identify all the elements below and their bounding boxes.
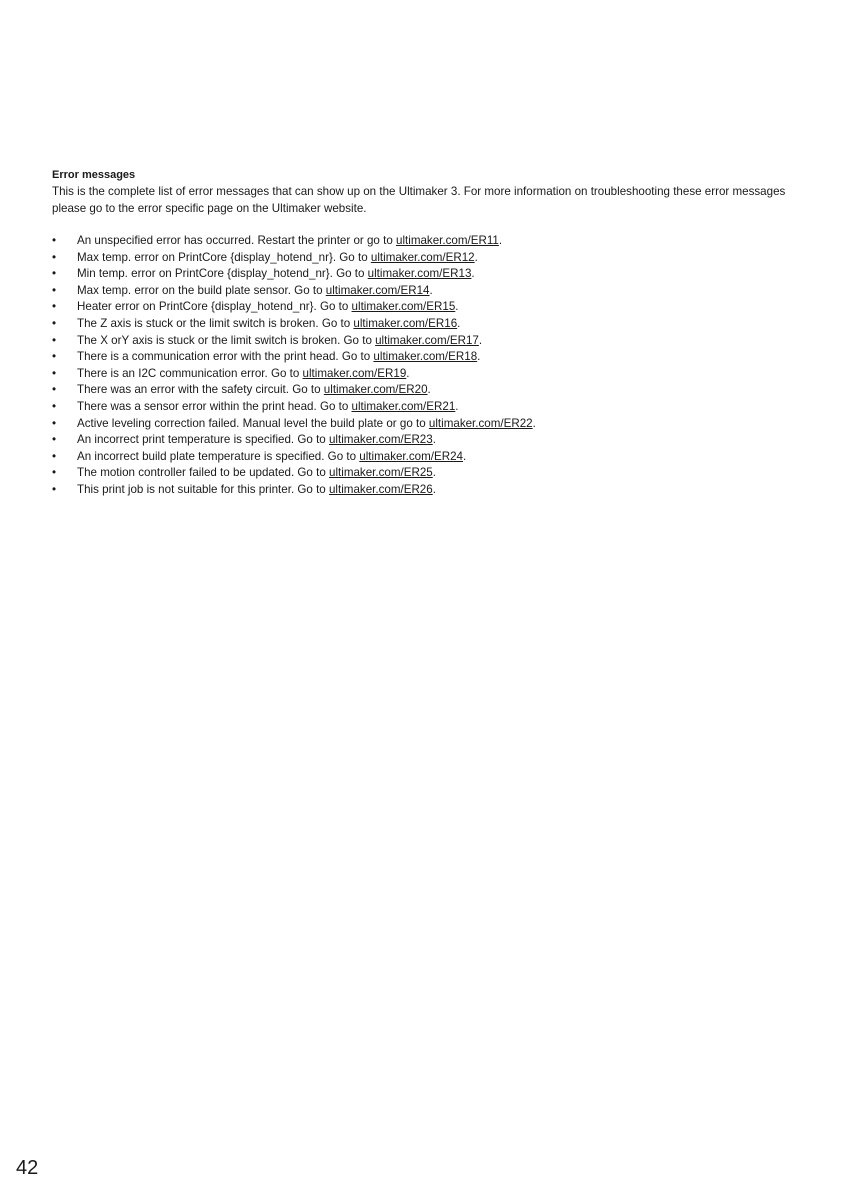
bullet-icon: •: [52, 250, 57, 264]
list-item: [52, 366, 804, 383]
bullet-icon: •: [52, 300, 57, 314]
period: .: [432, 466, 436, 480]
list-item: [52, 233, 804, 250]
error-link[interactable]: ultimaker.com/ER21: [351, 399, 456, 413]
period: .: [498, 234, 503, 247]
bullet-icon: •: [52, 350, 57, 364]
error-link[interactable]: ultimaker.com/ER14: [325, 283, 430, 297]
period: .: [427, 383, 431, 397]
error-link[interactable]: ultimaker.com/ER17: [375, 333, 479, 347]
section-heading: Error messages: [52, 169, 136, 181]
period: .: [455, 399, 459, 413]
error-description: An incorrect print temperature is specified. Go to: [77, 433, 329, 447]
list-item: [52, 349, 804, 366]
bullet-icon: •: [52, 234, 57, 247]
list-item: [52, 283, 804, 300]
error-description: There was a sensor error within the print head. Go to: [77, 399, 352, 413]
error-description: An incorrect build plate temperature is specified. Go to: [77, 449, 360, 463]
list-item: [52, 299, 804, 316]
period: .: [532, 416, 536, 430]
bullet-icon: •: [52, 333, 57, 347]
period: .: [455, 300, 459, 314]
error-link[interactable]: ultimaker.com/ER23: [328, 433, 433, 447]
page-number: 42: [16, 1157, 39, 1179]
bullet-icon: •: [52, 449, 57, 463]
period: .: [457, 316, 461, 330]
period: .: [429, 283, 433, 297]
list-item: [52, 399, 804, 416]
period: .: [474, 250, 478, 264]
error-description: The Z axis is stuck or the limit switch is broken. Go to: [77, 316, 354, 330]
list-item: [52, 382, 804, 399]
list-item: [52, 333, 804, 350]
period: .: [432, 482, 436, 496]
bullet-icon: •: [52, 366, 57, 380]
error-description: There was an error with the safety circuit. Go to: [77, 383, 324, 397]
list-item: [52, 250, 804, 267]
error-link[interactable]: ultimaker.com/ER26: [328, 482, 433, 496]
error-link[interactable]: ultimaker.com/ER13: [367, 267, 472, 281]
error-link[interactable]: ultimaker.com/ER18: [373, 350, 478, 364]
period: .: [463, 449, 467, 463]
list-item: [52, 316, 804, 333]
bullet-icon: •: [52, 433, 57, 447]
period: .: [406, 366, 410, 380]
period: .: [471, 267, 475, 281]
error-description: This print job is not suitable for this printer. Go to: [77, 482, 329, 496]
list-item: [52, 465, 804, 482]
period: .: [432, 433, 436, 447]
error-link[interactable]: ultimaker.com/ER16: [353, 316, 458, 330]
error-description: Heater error on PrintCore {display_hotend_nr}. Go to: [77, 300, 352, 314]
list-item: [52, 266, 804, 283]
error-link[interactable]: ultimaker.com/ER20: [323, 383, 428, 397]
error-link[interactable]: ultimaker.com/ER24: [359, 449, 464, 463]
error-link[interactable]: ultimaker.com/ER11: [396, 234, 499, 247]
bullet-icon: •: [52, 267, 57, 281]
error-messages-section: [52, 168, 804, 499]
error-link[interactable]: ultimaker.com/ER22: [428, 416, 533, 430]
bullet-icon: •: [52, 383, 57, 397]
bullet-icon: •: [52, 482, 57, 496]
error-list: [52, 233, 804, 499]
bullet-icon: •: [52, 283, 57, 297]
error-description: Min temp. error on PrintCore {display_hotend_nr}. Go to: [77, 267, 368, 281]
section-intro: This is the complete list of error messages that can show up on the Ultimaker 3. For more information on troubleshooting these error messages please go to the error specific page on the Ultimaker website.: [52, 185, 786, 215]
error-description: There is a communication error with the print head. Go to: [77, 350, 374, 364]
list-item: [52, 449, 804, 466]
error-description: The X orY axis is stuck or the limit switch is broken. Go to: [77, 333, 376, 347]
error-description: An unspecified error has occurred. Restart the printer or go to: [77, 234, 396, 247]
bullet-icon: •: [52, 316, 57, 330]
error-description: Max temp. error on the build plate sensor. Go to: [77, 283, 326, 297]
bullet-icon: •: [52, 399, 57, 413]
error-description: The motion controller failed to be updated. Go to: [77, 466, 329, 480]
bullet-icon: •: [52, 466, 57, 480]
list-item: [52, 432, 804, 449]
error-description: Active leveling correction failed. Manual level the build plate or go to: [77, 416, 429, 430]
period: .: [478, 333, 483, 347]
error-link[interactable]: ultimaker.com/ER25: [329, 466, 433, 480]
error-description: There is an I2C communication error. Go to: [77, 366, 303, 380]
period: .: [477, 350, 481, 364]
error-link[interactable]: ultimaker.com/ER12: [370, 250, 475, 264]
bullet-icon: •: [52, 416, 57, 430]
list-item: [52, 482, 804, 499]
list-item: [52, 416, 804, 433]
error-description: Max temp. error on PrintCore {display_hotend_nr}. Go to: [77, 250, 371, 264]
error-link[interactable]: ultimaker.com/ER19: [302, 366, 407, 380]
error-link[interactable]: ultimaker.com/ER15: [351, 300, 456, 314]
